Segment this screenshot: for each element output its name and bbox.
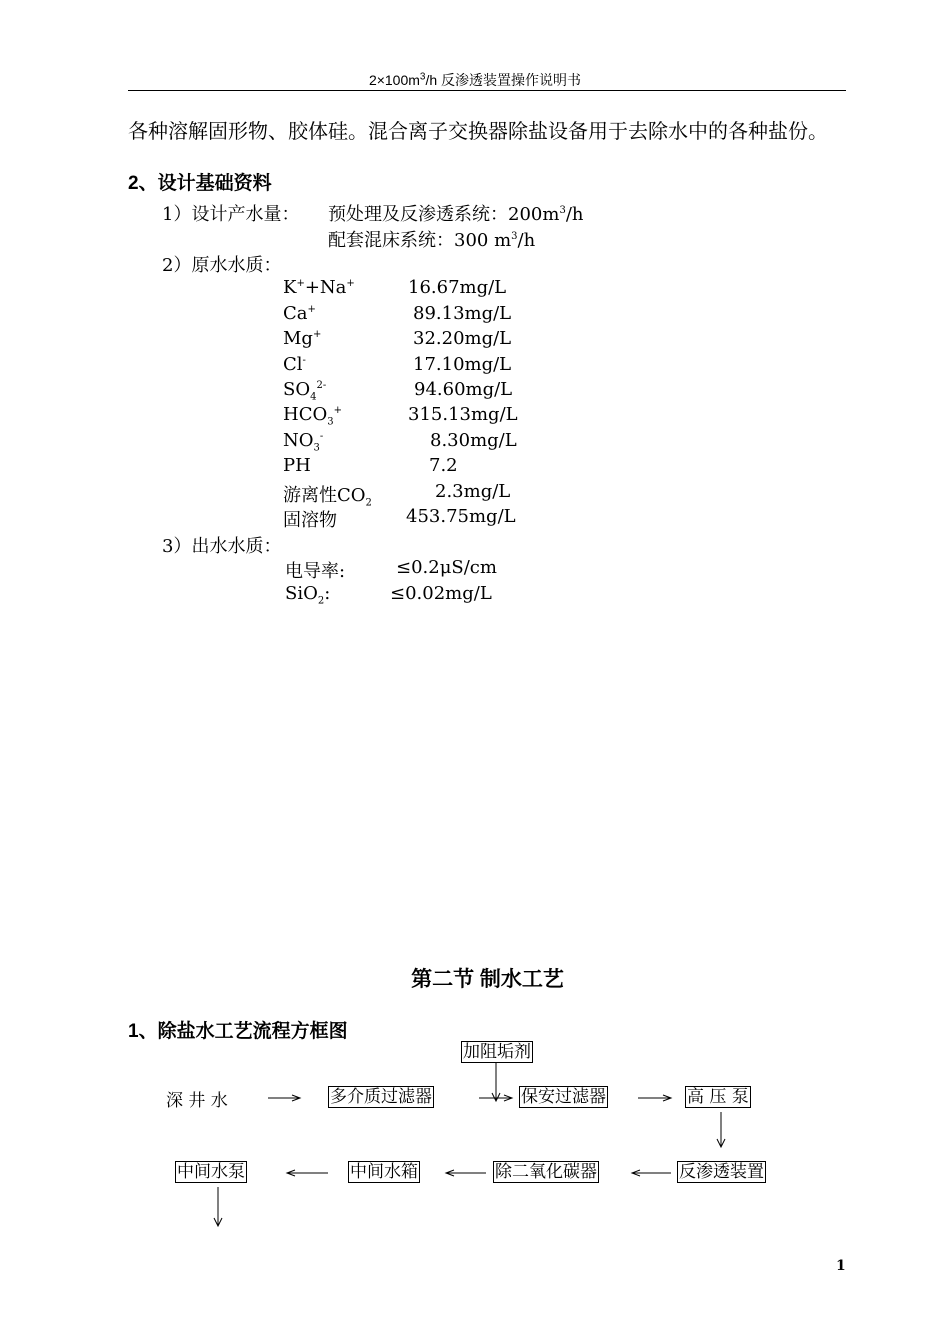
param-sup: + [312,329,322,340]
param-sup: + [307,304,316,315]
param-value: 453.75mg/L [406,506,516,527]
param-value: 7.2 [429,455,458,476]
param-value: 2.3mg/L [435,481,511,502]
param-name-2: +Na [304,277,347,298]
param-sup: + [333,405,342,416]
param-name: PH [283,455,311,476]
box-antiscalant: 加阻垢剂 [463,1042,531,1062]
header-title-pre: 2×100m [368,72,420,88]
param-name: Cl [283,354,303,375]
box-cartridge-filter: 保安过滤器 [521,1087,606,1107]
param-value: 17.10mg/L [413,354,512,375]
param-sup: + [296,278,305,289]
section-heading-design-basis: 2、设计基础资料 [128,173,272,194]
param-value: 89.13mg/L [413,303,512,324]
param-name: SiO [285,583,318,604]
param-value: 94.60mg/L [414,379,513,400]
param-value: 8.30mg/L [430,430,517,451]
box-decarbonator: 除二氧化碳器 [495,1162,597,1182]
param-sup: - [302,355,306,366]
box-intermediate-tank: 中间水箱 [350,1162,418,1182]
flow-heading: 1、除盐水工艺流程方框图 [128,1021,348,1042]
param-name: HCO [283,404,328,425]
param-name: Mg [283,328,313,349]
box-multimedia-filter: 多介质过滤器 [330,1087,432,1107]
box-ro-unit: 反渗透装置 [679,1162,764,1182]
param-name: 固溶物 [283,510,337,531]
param-sub: 2 [317,595,325,607]
param-name: NO [283,430,314,451]
flow-source-label: 深 井 水 [166,1091,228,1111]
param-name: 电导率: [285,561,346,582]
param-value: 32.20mg/L [413,328,512,349]
param-sup: - [319,431,324,442]
param-name: 游离性CO [283,485,366,506]
item2-label: 2）原水水质： [162,255,282,276]
item1-line2-sup: 3 [511,231,518,242]
param-name: SO [283,379,311,400]
section-title: 第二节 制水工艺 [411,968,564,991]
param-sub: 4 [310,391,317,403]
box-intermediate-pump: 中间水泵 [177,1162,245,1182]
intro-paragraph: 各种溶解固形物、胶体硅。混合离子交换器除盐设备用于去除水中的各种盐份。 [128,119,828,143]
page-number: 1 [836,1258,846,1274]
item3-label: 3）出水水质： [162,536,282,557]
param-value: ≤0.2μS/cm [396,557,497,578]
item1-line1-unit: /h [565,204,584,225]
param-value: 315.13mg/L [408,404,518,425]
param-value: ≤0.02mg/L [390,583,492,604]
param-value: 16.67mg/L [408,277,507,298]
param-name: K [283,277,297,298]
item1-line1-sup: 3 [559,205,566,216]
param-sup: 2- [316,380,327,391]
item1-line1-text: 预处理及反渗透系统：200m [328,204,560,225]
param-name: Ca [283,303,308,324]
box-high-pressure-pump: 高 压 泵 [687,1087,749,1107]
item1-line2-unit: /h [517,230,536,251]
param-name-colon: : [324,583,331,604]
param-sub: 3 [327,416,334,428]
param-sup-2: + [346,278,355,289]
header-sup: 3 [419,71,426,83]
header-title-post: /h 反渗透装置操作说明书 [425,72,582,88]
item1-line2-text: 配套混床系统：300 m [328,230,512,251]
param-sub: 3 [313,442,320,454]
param-sub: 2 [365,497,372,509]
item1-label: 1）设计产水量： [162,204,300,225]
